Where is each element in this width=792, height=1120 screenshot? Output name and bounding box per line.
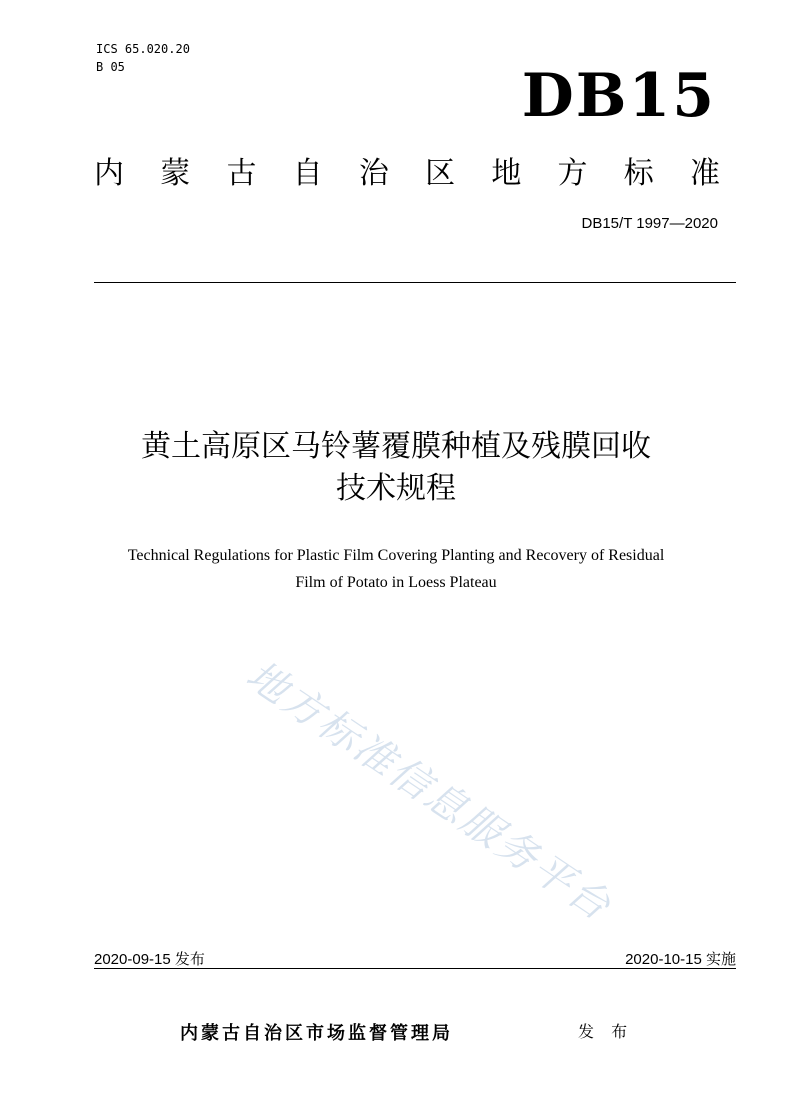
issue-date: 2020-09-15 发布: [94, 951, 205, 968]
standard-number: DB15/T 1997—2020: [581, 215, 718, 232]
classification-codes: [96, 40, 190, 76]
bottom-divider: [94, 968, 736, 969]
english-title-line2: Film of Potato in Loess Plateau: [295, 574, 497, 591]
standard-type-char: 区: [425, 156, 456, 191]
issue-label: 发 布: [578, 1022, 634, 1041]
implement-date: 2020-10-15 实施: [625, 951, 736, 968]
top-divider: [94, 282, 736, 283]
standard-type-char: 方: [557, 156, 588, 191]
standard-type-char: 蒙: [160, 156, 191, 191]
standard-type-char: 标: [623, 156, 654, 191]
chinese-title: [0, 426, 792, 510]
standard-type-char: 地: [491, 156, 522, 191]
standard-type-char: 准: [689, 156, 720, 191]
standard-type-char: 治: [358, 156, 389, 191]
ccs-code: B 05: [96, 60, 125, 74]
english-title: [0, 542, 792, 596]
ics-code: ICS 65.020.20: [96, 42, 190, 56]
standard-type-char: 古: [226, 156, 257, 191]
standard-type-char: 内: [94, 156, 124, 191]
chinese-title-line2: 技术规程: [336, 471, 456, 506]
standard-mark: DB15: [521, 61, 716, 131]
english-title-line1: Technical Regulations for Plastic Film Covering Planting and Recovery of Residual: [127, 547, 665, 564]
issuing-authority: 内蒙古自治区市场监督管理局: [180, 1023, 453, 1044]
standard-type-title: [94, 152, 720, 196]
chinese-title-line1: 黄土高原区马铃薯覆膜种植及残膜回收: [141, 429, 651, 464]
standard-type-char: 自: [292, 156, 323, 191]
watermark: 地方标准信息服务平台: [237, 652, 621, 931]
